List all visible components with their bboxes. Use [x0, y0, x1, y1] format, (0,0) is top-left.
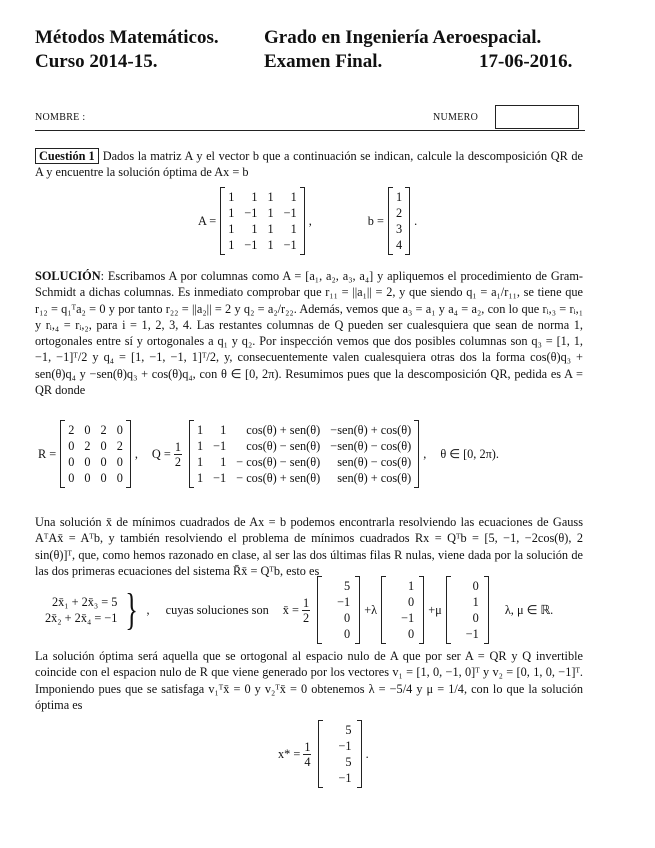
period: .: [414, 213, 418, 228]
qr-matrices: R = 2 0 2 0 0 2 0 2 0 0 0 0 0 0 0 0 , Q = $\frac{1}{2}$ 1 1 cos(θ) + sen(θ) −sen(θ) + cos(θ) 1 −1 cos(θ) − sen(θ) −sen(θ) − cos(θ) 1 1 − cos(θ) − sen(θ) sen(θ) − cos(θ) 1 −1 − cos(θ) + sen(θ) sen(θ) + cos(θ) , θ ∈ [0, 2π).: [38, 420, 499, 488]
plus-lambda: +λ: [364, 602, 378, 617]
xstar-label: x* =: [278, 746, 301, 761]
matrix-cell: 1: [196, 471, 204, 485]
matrix-cell: 1: [196, 455, 204, 469]
matrix-cell: 0: [84, 471, 91, 485]
right-brace: }: [125, 585, 139, 634]
matrix-cell: 0: [84, 455, 91, 469]
xbar-label: x̄ =: [282, 602, 299, 617]
null-vector-2: [446, 576, 489, 644]
course-title: Métodos Matemáticos.: [35, 27, 219, 48]
matrix-cell: 1: [408, 579, 415, 593]
theta-range: θ ∈ [0, 2π).: [440, 446, 499, 461]
matrix-cell: 5: [344, 579, 351, 593]
matrix-cell: 3: [395, 222, 403, 236]
fraction-half: [174, 440, 182, 469]
matrix-cell: 0: [68, 471, 75, 485]
solution-heading: SOLUCIÓN: [35, 269, 101, 283]
matrix-cell: 0: [100, 471, 107, 485]
matrix-r-label: R =: [38, 446, 57, 461]
matrix-cell: 0: [116, 471, 123, 485]
matrix-cell: 0: [408, 595, 415, 609]
vector-b: [388, 187, 410, 255]
question-text: Dados la matriz A y el vector b que a continuación se indican, calcule la descomposición QR de A y encuentre la solución óptima de Ax = b: [35, 149, 583, 180]
null-vector-1: [381, 576, 424, 644]
matrix-r: [60, 420, 131, 488]
matrix-cell: 1: [251, 222, 258, 236]
plus-mu: +μ: [428, 602, 442, 617]
matrix-cell: 0: [344, 611, 351, 625]
exam-name: Examen Final.: [264, 51, 383, 72]
matrix-cell: −sen(θ) − cos(θ): [330, 439, 412, 453]
matrix-cell: 2: [84, 439, 91, 453]
matrix-cell: 2: [116, 439, 123, 453]
matrix-cell: 0: [408, 627, 415, 641]
solution-paragraph-3: La solución óptima será aquella que se ortogonal al espacio nulo de A que por ser A = QR y Q invertible coincide con el espacion nulo de R que viene generado por los vectores v₁ = [1, 0, −1, 0]ᵀ y v₂ = [0, 1, 0, −1]ᵀ. Imponiendo pues que se satisfaga v₁ᵀx̄ = 0 y v₂ᵀx̄ = 0 obtenemos λ = −5/4 y μ = 1/4, con lo que la solución óptima es: [35, 649, 583, 712]
matrix-cell: −1: [283, 206, 297, 220]
matrix-cell: −1: [338, 771, 352, 785]
matrix-cell: 1: [228, 222, 235, 236]
xstar-vector: [318, 720, 361, 788]
matrix-a: [220, 187, 305, 255]
numerator: 1: [174, 439, 181, 454]
matrix-cell: 0: [68, 439, 75, 453]
matrix-cell: 1: [267, 222, 274, 236]
matrix-q: [189, 420, 419, 488]
degree-title: Grado en Ingeniería Aeroespacial.: [264, 27, 542, 48]
matrix-cell: 1: [267, 206, 274, 220]
matrix-cell: 0: [344, 627, 351, 641]
matrix-cell: 1: [267, 190, 274, 204]
equation-2: 2x̄₂ + 2x̄₄ = −1: [45, 611, 118, 625]
matrix-q-label: Q =: [151, 446, 171, 461]
period: .: [365, 746, 369, 761]
matrix-cell: 0: [100, 455, 107, 469]
solution-text-1: : Escribamos A por columnas como A = [a₁, a₂, a₃, a₄] y apliquemos el procedimiento de Gram-Schmidt a dichas columnas. Es inmediato comprobar que r₁₁ = ||a₁|| = 2, y que siendo q₁ = a₁/r₁₁, se tiene que r₁₂ = q₁ᵀa₂ = 0 y por tanto r₂₂ = ||a₂|| = 2 y q₂ = a₂/r₂₂. Además, vemos que a₃ = a₁ y a₄ = a₂, con lo que rᵢ,₃ = rᵢ,₁ y rᵢ,₄ = rᵢ,₂, para i = 1, 2, 3, 4. Las restantes columnas de Q pueden ser cualesquiera que sean de norma 1, ortogonales entre sí y ortogonales a q₁ y q₂. Por inspección vemos que dos posibles columnas son q₃ = [1, 1, −1, −1]ᵀ/2 y q₄ = [1, −1, −1, 1]ᵀ/2, y, consecuentemente valen cualesquiera otras dos la forma cos(θ)q₃ + sen(θ)q₄ y −sen(θ)q₃ + cos(θ)q₄, con θ ∈ [0, 2π). Resumimos pues que la descomposición QR, pedida es A = QR donde: [35, 269, 583, 398]
matrix-cell: 0: [472, 579, 479, 593]
matrix-a-label: A =: [198, 213, 217, 228]
numerator: 1: [302, 595, 310, 610]
matrix-cell: −1: [465, 627, 479, 641]
matrix-cell: cos(θ) − sen(θ): [246, 439, 321, 453]
denominator: 4: [304, 754, 311, 769]
matrix-cell: 1: [196, 439, 204, 453]
denominator: 2: [174, 454, 181, 469]
matrix-cell: 5: [345, 723, 352, 737]
question-label: Cuestión 1: [35, 148, 99, 164]
exam-date: 17-06-2016.: [479, 51, 573, 72]
solution-paragraph-1: [35, 268, 583, 398]
matrix-cell: 1: [251, 190, 258, 204]
matrix-cell: −1: [244, 206, 258, 220]
matrix-cell: 0: [68, 455, 75, 469]
matrix-cell: 1: [196, 423, 204, 437]
vector-b-label: b =: [367, 213, 384, 228]
course-year: Curso 2014-15.: [35, 51, 158, 72]
title-line-2: [35, 51, 585, 75]
optimal-solution: [278, 720, 369, 788]
matrix-cell: −1: [213, 471, 227, 485]
matrix-cell: cos(θ) + sen(θ): [246, 423, 321, 437]
denominator: 2: [302, 610, 310, 625]
solutions-label: cuyas soluciones son: [165, 602, 269, 617]
matrix-cell: 0: [84, 423, 91, 437]
matrix-cell: −1: [338, 739, 352, 753]
matrix-cell: 0: [116, 423, 123, 437]
number-label: NUMERO: [433, 112, 479, 123]
matrix-cell: 1: [395, 190, 403, 204]
matrix-cell: 0: [472, 611, 479, 625]
matrix-cell: −1: [337, 595, 351, 609]
comma: ,: [308, 213, 312, 228]
matrix-cell: −1: [244, 238, 258, 252]
number-field[interactable]: [495, 105, 579, 129]
matrix-cell: 1: [228, 190, 235, 204]
comma: ,: [146, 602, 150, 617]
header-divider: [35, 130, 585, 131]
equation-1: 2x̄₁ + 2x̄₃ = 5: [51, 595, 118, 609]
solution-paragraph-2: Una solución x̄ de mínimos cuadrados de Ax = b podemos encontrarla resolviendo las ecuaciones de Gauss AᵀAx̄ = Aᵀb, y también resolviendo el problema de mínimos cuadrados Rx = Qᵀb = [5, −1, −2cos(θ), 2 sin(θ)]ᵀ, que, como hemos razonado en clase, al ser las dos últimas filas R nulas, viene dada por la solución de las dos primeras ecuaciones del sistema R̄x̄ = Qᵀb, esto es: [35, 515, 583, 578]
question-statement: [35, 148, 583, 181]
matrix-cell: 0: [116, 455, 123, 469]
name-label: NOMBRE :: [35, 112, 86, 123]
parameter-domain: λ, μ ∈ ℝ.: [504, 602, 554, 617]
matrix-cell: 1: [228, 206, 235, 220]
matrix-cell: 1: [220, 423, 227, 437]
matrix-cell: 1: [220, 455, 227, 469]
matrix-cell: −1: [283, 238, 297, 252]
matrix-cell: 1: [290, 222, 297, 236]
given-matrices: [198, 187, 417, 255]
matrix-cell: −1: [213, 439, 227, 453]
matrix-cell: − cos(θ) − sen(θ): [236, 455, 321, 469]
matrix-cell: 2: [100, 423, 107, 437]
title-line-1: [35, 27, 585, 51]
matrix-cell: −1: [401, 611, 415, 625]
matrix-cell: 1: [290, 190, 297, 204]
matrix-cell: 4: [395, 238, 403, 252]
matrix-cell: − cos(θ) + sen(θ): [236, 471, 321, 485]
matrix-cell: 1: [267, 238, 274, 252]
matrix-cell: sen(θ) − cos(θ): [337, 455, 412, 469]
matrix-cell: 0: [100, 439, 107, 453]
matrix-cell: sen(θ) + cos(θ): [337, 471, 412, 485]
matrix-cell: 2: [68, 423, 75, 437]
numerator: 1: [304, 739, 311, 754]
matrix-cell: 1: [228, 238, 235, 252]
particular-vector: [317, 576, 360, 644]
fraction-half: [302, 596, 310, 625]
fraction-quarter: [303, 740, 311, 769]
matrix-cell: −sen(θ) + cos(θ): [330, 423, 412, 437]
least-squares-system: [45, 576, 553, 644]
equation-system: [45, 594, 117, 626]
matrix-cell: 5: [345, 755, 352, 769]
matrix-cell: 2: [395, 206, 403, 220]
matrix-cell: 1: [472, 595, 479, 609]
